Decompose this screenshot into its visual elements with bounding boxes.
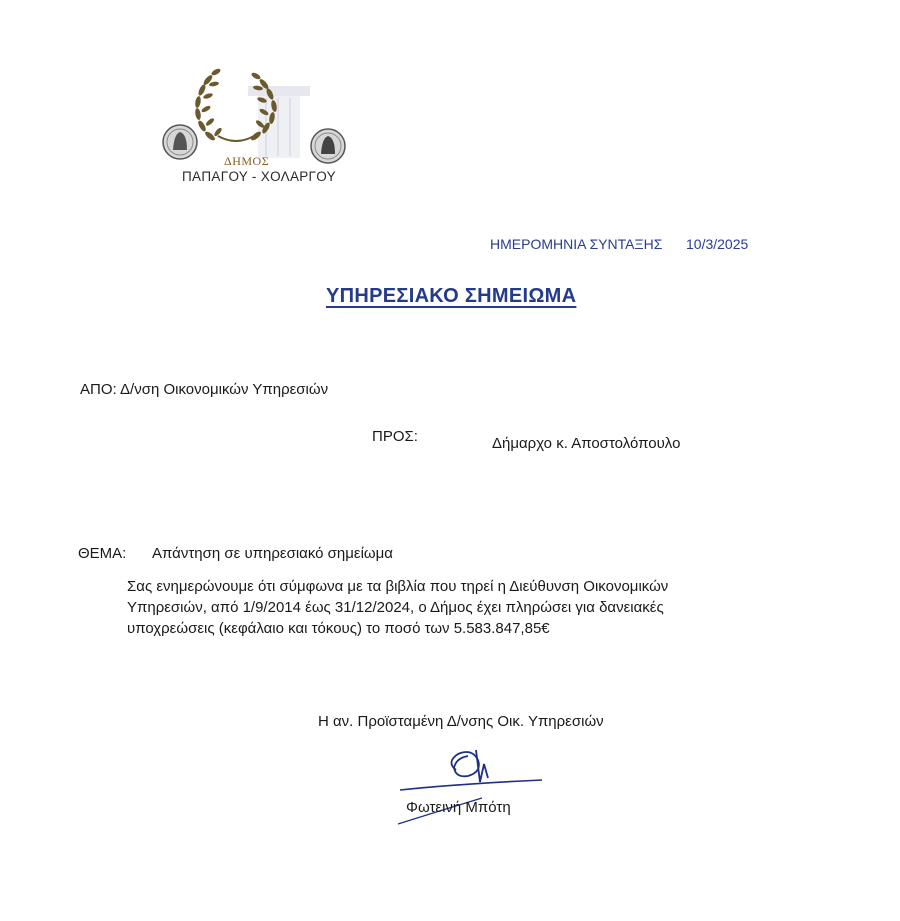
date-value: 10/3/2025 [686,236,749,252]
date-label: ΗΜΕΡΟΜΗΝΙΑ ΣΥΝΤΑΞΗΣ [490,236,663,252]
body-line: Υπηρεσιών, από 1/9/2014 έως 31/12/2024, ο Δήμος έχει πληρώσει για δανειακές [127,599,664,616]
signatory-name: Φωτεινή Μπότη [406,799,511,816]
municipality-logo [156,62,356,192]
signatory-title: Η αν. Προϊσταμένη Δ/νσης Οικ. Υπηρεσιών [318,713,604,730]
to-recipient: Δήμαρχο κ. Αποστολόπουλο [492,435,681,452]
body-line: Σας ενημερώνουμε ότι σύμφωνα με τα βιβλία που τηρεί η Διεύθυνση Οικονομικών [127,578,669,595]
logo-line-municipality: ΠΑΠΑΓΟΥ - ΧΟΛΑΡΓΟΥ [182,169,336,184]
body-line: υποχρεώσεις (κεφάλαιο και τόκους) το ποσό των 5.583.847,85€ [127,620,550,637]
document-title: ΥΠΗΡΕΣΙΑΚΟ ΣΗΜΕΙΩΜΑ [326,285,577,307]
logo-line-dimos: ΔΗΜΟΣ [224,154,270,168]
handwritten-signature [396,742,546,832]
subject-value: Απάντηση σε υπηρεσιακό σημείωμα [152,545,393,562]
subject-label: ΘΕΜΑ: [78,545,127,562]
from-line: ΑΠΟ: Δ/νση Οικονομικών Υπηρεσιών [80,381,329,398]
to-label: ΠΡΟΣ: [372,428,418,445]
